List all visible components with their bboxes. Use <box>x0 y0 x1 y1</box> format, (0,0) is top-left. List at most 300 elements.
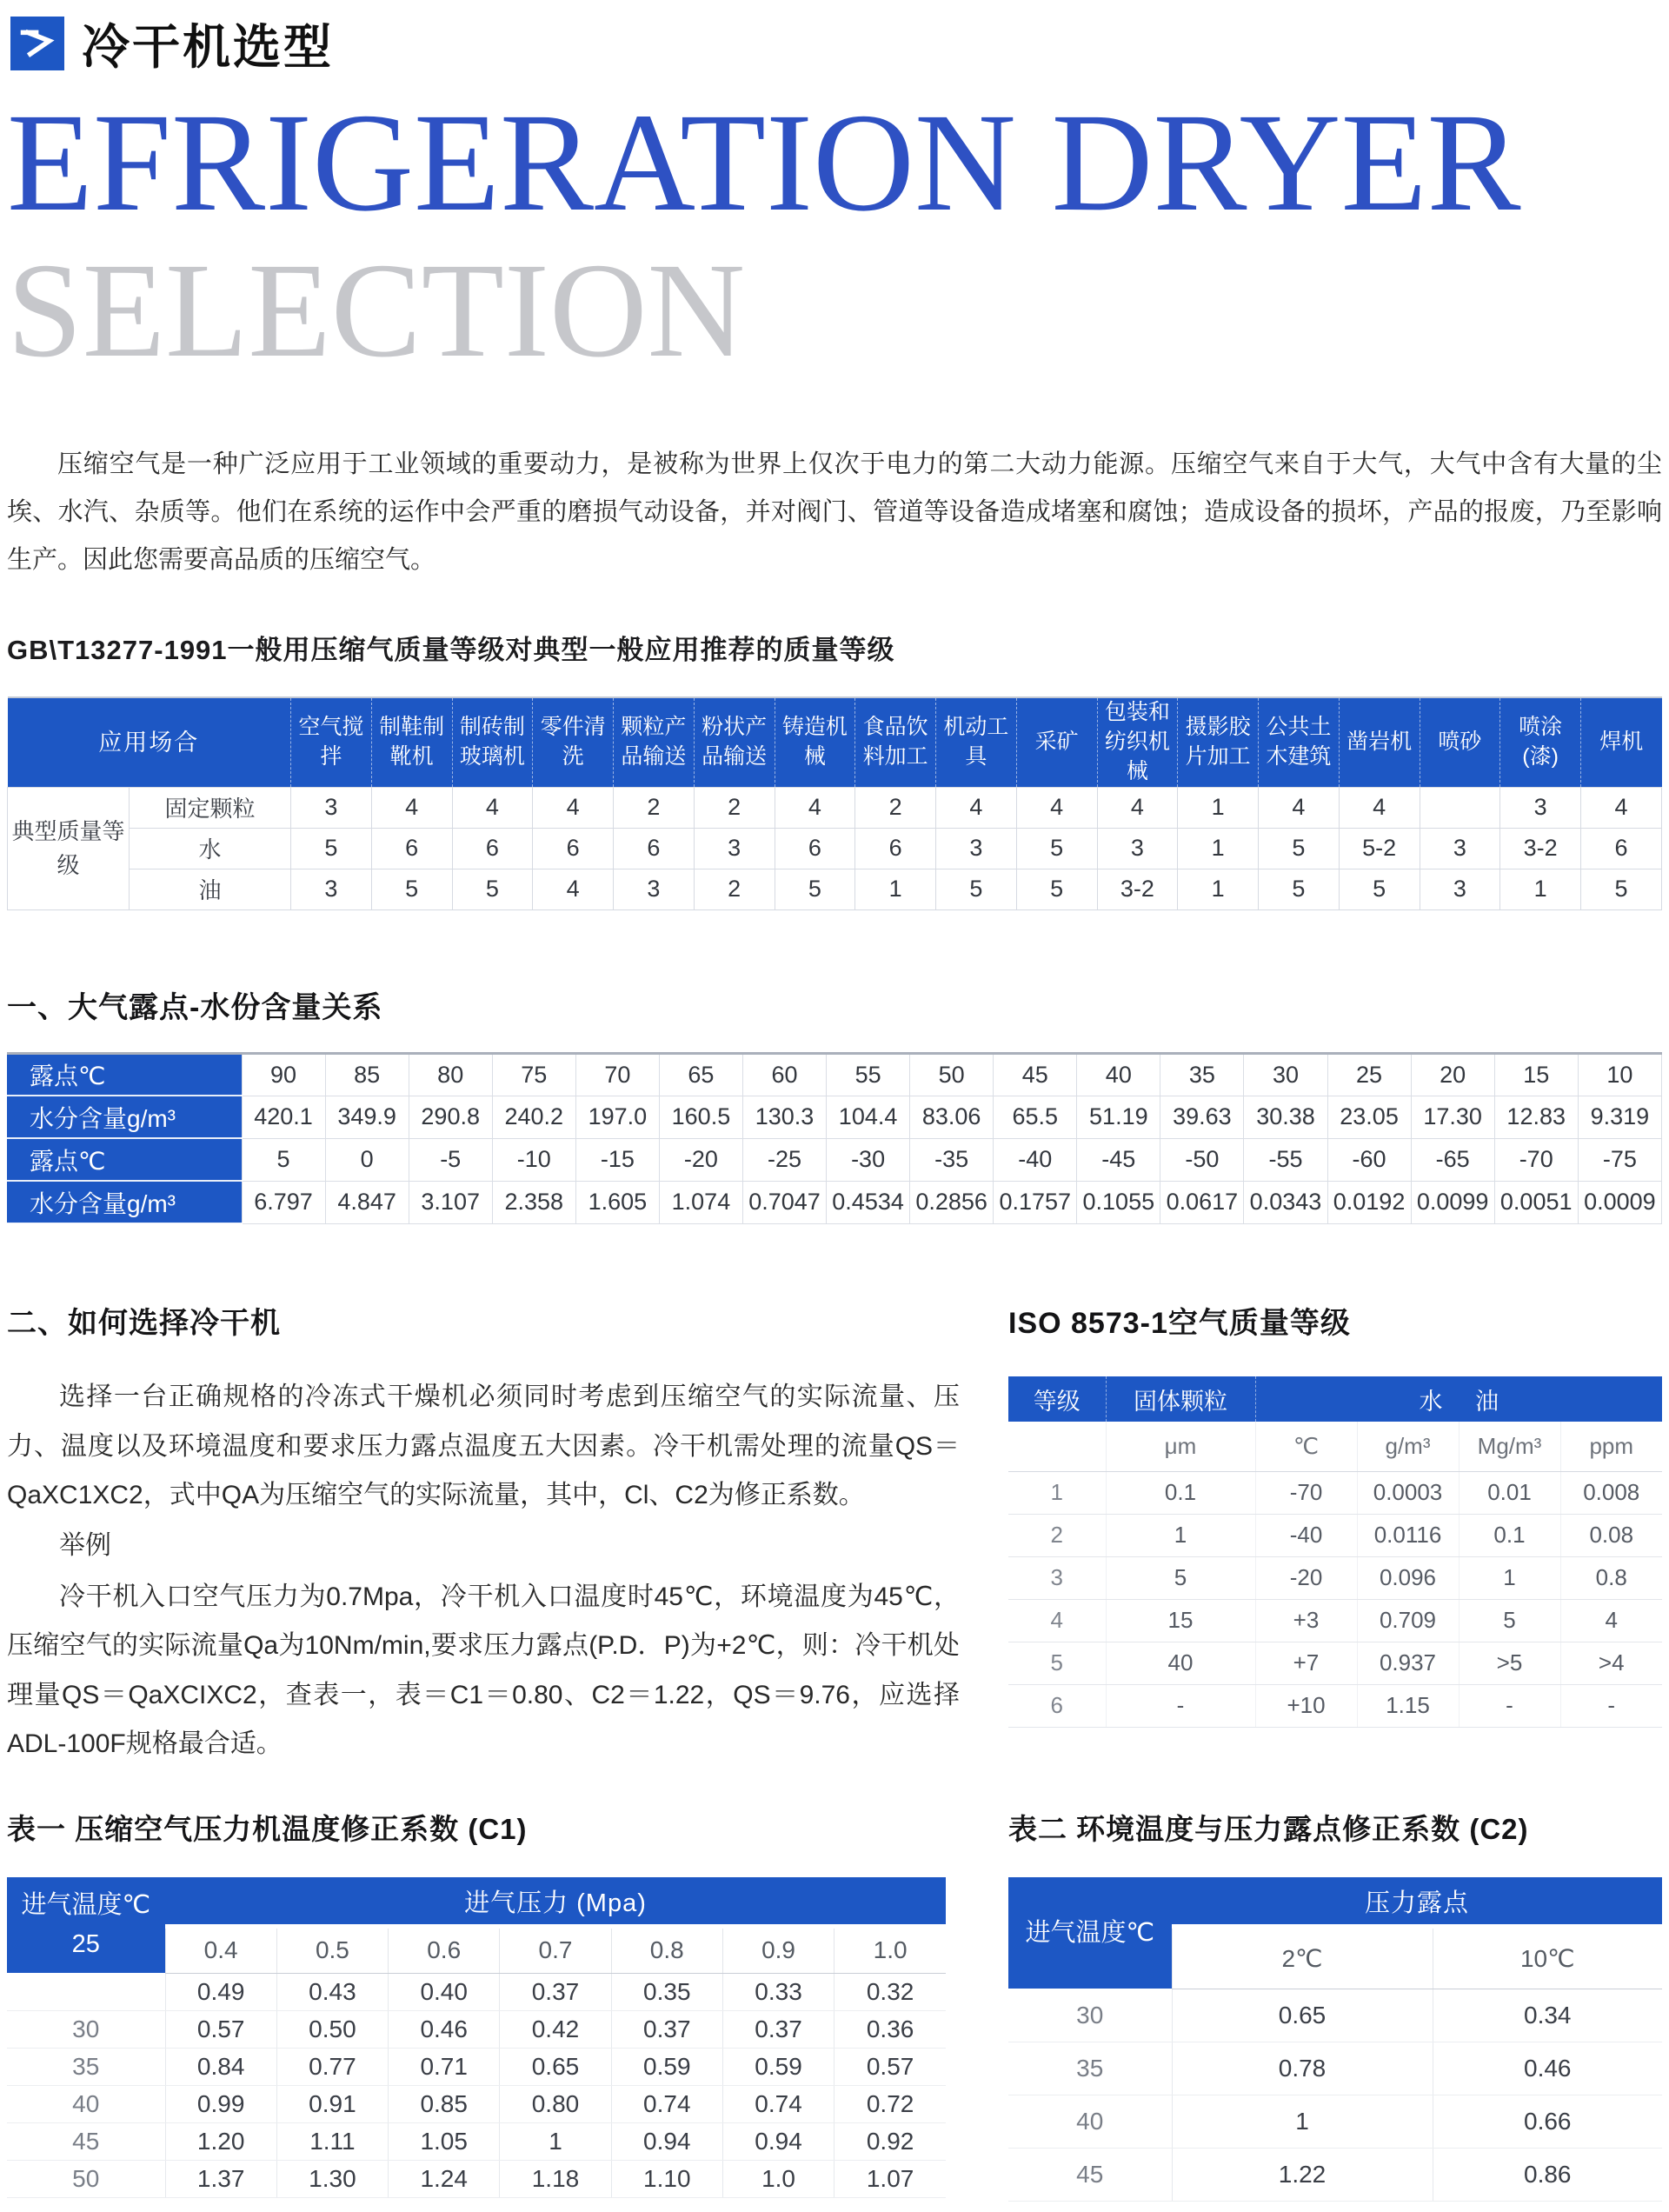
cell: 3 <box>1008 1556 1106 1599</box>
cell: 4 <box>533 869 614 909</box>
arrow-right-icon <box>18 22 57 64</box>
c2-correction-table <box>1008 1877 1662 2202</box>
cell: 50 <box>910 1053 994 1096</box>
cell: 4 <box>1581 787 1662 828</box>
pressure-header: 1.0 <box>834 1926 946 1973</box>
cell: -40 <box>994 1138 1077 1181</box>
pressure-header: 0.7 <box>500 1926 611 1973</box>
cell: 0.0192 <box>1327 1181 1411 1223</box>
cell: 1.0 <box>722 2160 834 2197</box>
table-row <box>1008 1642 1662 1684</box>
cell: 70 <box>575 1053 659 1096</box>
corner-value: 25 <box>71 1930 100 1959</box>
cell: 0.35 <box>611 1973 722 2010</box>
span-header: 压力露点 <box>1172 1877 1662 1926</box>
cell: 55 <box>827 1053 910 1096</box>
row-label: 水分含量g/m³ <box>7 1181 242 1223</box>
gb-table-heading: GB\T13277-1991一般用压缩气质量等级对典型一般应用推荐的质量等级 <box>7 635 895 666</box>
cell: 0.50 <box>276 2010 388 2048</box>
cell: 1.07 <box>834 2160 946 2197</box>
table-c2-heading: 表二 环境温度与压力露点修正系数 (C2) <box>1008 1813 1529 1846</box>
cell: 1 <box>1106 1514 1255 1556</box>
column-header: 喷砂 <box>1420 697 1500 787</box>
cell: 51.19 <box>1077 1096 1160 1138</box>
cell: 4 <box>1259 787 1340 828</box>
row-group-label: 典型质量等级 <box>8 787 130 909</box>
cell: 5 <box>1016 828 1097 869</box>
cell: 4 <box>452 787 533 828</box>
row-label: 固定颗粒 <box>130 787 291 828</box>
cell: 1.05 <box>389 2122 500 2160</box>
row-label: 水分含量g/m³ <box>7 1096 242 1138</box>
cell: - <box>1560 1684 1662 1727</box>
cell: 6 <box>371 828 452 869</box>
table-row <box>1008 1684 1662 1727</box>
cell: 1.605 <box>575 1181 659 1223</box>
cell: 1 <box>1178 787 1259 828</box>
section1-heading: 一、大气露点-水份含量关系 <box>7 990 383 1024</box>
cell: 0.096 <box>1357 1556 1459 1599</box>
iso-quality-table <box>1008 1376 1662 1728</box>
cell: 3 <box>1420 869 1500 909</box>
cell: 420.1 <box>242 1096 325 1138</box>
cell: 3 <box>1097 828 1178 869</box>
cell: 4.847 <box>325 1181 409 1223</box>
title-english-line2: SELECTION <box>7 234 746 385</box>
table-row <box>1008 2095 1662 2148</box>
cell: 0.59 <box>611 2048 722 2085</box>
cell: 1.074 <box>659 1181 742 1223</box>
cell: 6 <box>1008 1684 1106 1727</box>
table-header-row <box>7 1877 946 1926</box>
temp-label: 50 <box>7 2160 165 2197</box>
cell: 0.1757 <box>994 1181 1077 1223</box>
cell: 1.20 <box>165 2122 276 2160</box>
temp-label: 40 <box>7 2085 165 2122</box>
cell: 5 <box>1339 869 1420 909</box>
column-header: 制砖制玻璃机 <box>452 697 533 787</box>
cell: - <box>1106 1684 1255 1727</box>
cell: 0.72 <box>834 2085 946 2122</box>
cell: 0.46 <box>389 2010 500 2048</box>
column-header: 喷涂(漆) <box>1500 697 1581 787</box>
cell: 0.42 <box>500 2010 611 2048</box>
table-header-row <box>1008 1877 1662 1926</box>
unit-cell <box>1008 1422 1106 1471</box>
cell: 15 <box>1106 1599 1255 1642</box>
cell: 5 <box>1008 1642 1106 1684</box>
cell: 0.33 <box>722 1973 834 2010</box>
intro-paragraph: 压缩空气是一种广泛应用于工业领域的重要动力，是被称为世界上仅次于电力的第二大动力能源。压缩空气来自于大气，大气中含有大量的尘埃、水汽、杂质等。他们在系统的运作中会严重的磨损气动设备，并对阀门、管道等设备造成堵塞和腐蚀；造成设备的损坏，产品的报废，乃至影响生产。因此您需要高品质的压缩空气。 <box>7 450 1662 575</box>
cell: 5 <box>1459 1599 1560 1642</box>
cell: 80 <box>409 1053 492 1096</box>
cell: 0.78 <box>1172 2042 1433 2095</box>
cell: 0.40 <box>389 1973 500 2010</box>
cell: -40 <box>1255 1514 1357 1556</box>
c1-correction-table <box>7 1877 946 2198</box>
corner-header: 应用场合 <box>8 697 291 787</box>
cell: 83.06 <box>910 1096 994 1138</box>
cell: 0.91 <box>276 2085 388 2122</box>
cell: 3.107 <box>409 1181 492 1223</box>
cell: -45 <box>1077 1138 1160 1181</box>
table-row <box>8 869 1662 909</box>
cell: -15 <box>575 1138 659 1181</box>
cell: 6 <box>533 828 614 869</box>
cell: 0.0343 <box>1244 1181 1327 1223</box>
cell: 0.0003 <box>1357 1471 1459 1514</box>
cell: 65.5 <box>994 1096 1077 1138</box>
table-row <box>1008 1989 1662 2042</box>
cell: 160.5 <box>659 1096 742 1138</box>
cell: 4 <box>1016 787 1097 828</box>
column-header: 凿岩机 <box>1339 697 1420 787</box>
table-row <box>7 2085 946 2122</box>
corner-header <box>7 1877 165 1973</box>
table-header-row <box>8 697 1662 787</box>
unit-cell: Mg/m³ <box>1459 1422 1560 1471</box>
cell: 0.49 <box>165 1973 276 2010</box>
column-header: 固体颗粒 <box>1106 1376 1255 1422</box>
column-header: 制鞋制靴机 <box>371 697 452 787</box>
cell: 3-2 <box>1097 869 1178 909</box>
section2 <box>7 1299 960 1769</box>
cell: 5 <box>1016 869 1097 909</box>
cell: 0.65 <box>1172 1989 1433 2042</box>
cell: +7 <box>1255 1642 1357 1684</box>
column-header: 机动工具 <box>936 697 1017 787</box>
cell: 197.0 <box>575 1096 659 1138</box>
cell: 3 <box>1420 828 1500 869</box>
column-header: 包装和纺织机械 <box>1097 697 1178 787</box>
section2-paragraph-1: 选择一台正确规格的冷冻式干燥机必须同时考虑到压缩空气的实际流量、压力、温度以及环境温度和要求压力露点温度五大因素。冷干机需处理的流量QS＝QaXC1XC2，式中QA为压缩空气的实际流量，其中，Cl、C2为修正系数。 <box>7 1382 960 1509</box>
cell: -5 <box>409 1138 492 1181</box>
cell: 1 <box>1500 869 1581 909</box>
cell: 3 <box>936 828 1017 869</box>
cell: -75 <box>1578 1138 1661 1181</box>
cell: +10 <box>1255 1684 1357 1727</box>
column-header: 粉状产品输送 <box>694 697 775 787</box>
cell: 85 <box>325 1053 409 1096</box>
table-row <box>7 2048 946 2085</box>
table-c1-heading: 表一 压缩空气压力机温度修正系数 (C1) <box>7 1813 528 1846</box>
pressure-header: 0.9 <box>722 1926 834 1973</box>
cell: 4 <box>1339 787 1420 828</box>
cell: 6 <box>855 828 936 869</box>
corner-label: 进气温度℃ <box>21 1891 151 1920</box>
cell: 1 <box>1008 1471 1106 1514</box>
iso-section <box>1008 1299 1662 1769</box>
iso-table-heading: ISO 8573-1空气质量等级 <box>1008 1307 1351 1341</box>
cell: 5-2 <box>1339 828 1420 869</box>
cell: -35 <box>910 1138 994 1181</box>
cell: 0.32 <box>834 1973 946 2010</box>
temp-label: 30 <box>7 2010 165 2048</box>
column-header: 焊机 <box>1581 697 1662 787</box>
temp-label: 40 <box>1008 2095 1172 2148</box>
cell: 0.77 <box>276 2048 388 2085</box>
cell: -50 <box>1160 1138 1244 1181</box>
dew-point-header: 2℃ <box>1172 1926 1433 1989</box>
cell: 0.34 <box>1433 1989 1662 2042</box>
cell: 0.71 <box>389 2048 500 2085</box>
column-header: 食品饮料加工 <box>855 697 936 787</box>
cell: 0.709 <box>1357 1599 1459 1642</box>
cell: 0.57 <box>834 2048 946 2085</box>
column-header: 空气搅拌 <box>291 697 372 787</box>
column-header: 等级 <box>1008 1376 1106 1422</box>
cell: 0.66 <box>1433 2095 1662 2148</box>
cell: -70 <box>1255 1471 1357 1514</box>
cell: 60 <box>742 1053 826 1096</box>
section2-paragraph-2: 举例 <box>59 1531 111 1561</box>
cell: 0.0009 <box>1578 1181 1661 1223</box>
cell: 45 <box>994 1053 1077 1096</box>
cell: 0.1 <box>1106 1471 1255 1514</box>
column-header: 公共土木建筑 <box>1259 697 1340 787</box>
cell: -70 <box>1494 1138 1578 1181</box>
cell: -60 <box>1327 1138 1411 1181</box>
cell: 1 <box>855 869 936 909</box>
table-row <box>7 1138 1662 1181</box>
cell: 2 <box>855 787 936 828</box>
section2-paragraph-3: 冷干机入口空气压力为0.7Mpa，冷干机入口温度时45℃，环境温度为45℃，压缩空气的实际流量Qa为10Nm/min,要求压力露点(P.D．P)为+2℃，则：冷干机处理量QS＝QaXCIXC2，查表一，表＝C1＝0.80、C2＝1.22，QS＝9.76，应选择ADL-100F规格最合适。 <box>7 1582 960 1758</box>
cell: 0.37 <box>611 2010 722 2048</box>
dew-point-table <box>7 1052 1662 1225</box>
cell: 0.59 <box>722 2048 834 2085</box>
cell: 1.24 <box>389 2160 500 2197</box>
cell: 5 <box>371 869 452 909</box>
cell: 0.1055 <box>1077 1181 1160 1223</box>
unit-cell: g/m³ <box>1357 1422 1459 1471</box>
table-c1-section <box>7 1807 946 2202</box>
cell: >5 <box>1459 1642 1560 1684</box>
cell: - <box>1459 1684 1560 1727</box>
cell: 4 <box>1560 1599 1662 1642</box>
cell: 1 <box>1178 869 1259 909</box>
column-header: 零件清洗 <box>533 697 614 787</box>
cell: 0.0099 <box>1411 1181 1494 1223</box>
row-label: 油 <box>130 869 291 909</box>
cell: 0.65 <box>500 2048 611 2085</box>
cell: 40 <box>1077 1053 1160 1096</box>
page-title: 冷干机选型 <box>82 20 335 74</box>
cell: +3 <box>1255 1599 1357 1642</box>
table-row <box>7 2122 946 2160</box>
cell: 10 <box>1578 1053 1661 1096</box>
cell: 6 <box>452 828 533 869</box>
cell: 1.15 <box>1357 1684 1459 1727</box>
cell: >4 <box>1560 1642 1662 1684</box>
cell: 0.937 <box>1357 1642 1459 1684</box>
title-english-line1: EFRIGERATION DRYER <box>7 85 1521 241</box>
cell: 1 <box>1172 2095 1433 2148</box>
cell: 1.10 <box>611 2160 722 2197</box>
page-header <box>7 0 1662 77</box>
section2-heading: 二、如何选择冷干机 <box>7 1307 281 1341</box>
cell: -25 <box>742 1138 826 1181</box>
cell: 0.94 <box>722 2122 834 2160</box>
row-label: 露点℃ <box>7 1138 242 1181</box>
table-row <box>1008 2148 1662 2201</box>
cell: 0.4534 <box>827 1181 910 1223</box>
cell: 0.0116 <box>1357 1514 1459 1556</box>
cell: 4 <box>1097 787 1178 828</box>
table-row <box>1008 2042 1662 2095</box>
cell: 0.8 <box>1560 1556 1662 1599</box>
cell: 0.74 <box>722 2085 834 2122</box>
cell: -20 <box>659 1138 742 1181</box>
cell: 39.63 <box>1160 1096 1244 1138</box>
cell: 1.22 <box>1172 2148 1433 2201</box>
cell: 5 <box>775 869 855 909</box>
cell: 0.85 <box>389 2085 500 2122</box>
table-row <box>8 787 1662 828</box>
cell: 5 <box>242 1138 325 1181</box>
pressure-header: 0.5 <box>276 1926 388 1973</box>
cell: 17.30 <box>1411 1096 1494 1138</box>
table-row <box>8 828 1662 869</box>
column-header: 铸造机械 <box>775 697 855 787</box>
cell: 0.2856 <box>910 1181 994 1223</box>
cell: 5 <box>291 828 372 869</box>
cell: 3 <box>291 869 372 909</box>
cell: 0.1 <box>1459 1514 1560 1556</box>
pressure-header: 0.8 <box>611 1926 722 1973</box>
cell: 1 <box>500 2122 611 2160</box>
cell: 0.86 <box>1433 2148 1662 2201</box>
cell: 0.08 <box>1560 1514 1662 1556</box>
dew-point-header: 10℃ <box>1433 1926 1662 1989</box>
column-header: 采矿 <box>1016 697 1097 787</box>
table-row <box>7 1096 1662 1138</box>
table-row <box>7 1053 1662 1096</box>
cell: 2.358 <box>492 1181 575 1223</box>
cell: 30 <box>1244 1053 1327 1096</box>
cell: 2 <box>694 869 775 909</box>
cell: 75 <box>492 1053 575 1096</box>
cell: 3 <box>694 828 775 869</box>
cell: 5 <box>1106 1556 1255 1599</box>
cell: -20 <box>1255 1556 1357 1599</box>
cell: -65 <box>1411 1138 1494 1181</box>
cell: 130.3 <box>742 1096 826 1138</box>
cell: 1 <box>1178 828 1259 869</box>
cell: 6 <box>1581 828 1662 869</box>
cell: 0.57 <box>165 2010 276 2048</box>
cell: 5 <box>452 869 533 909</box>
cell: 0.7047 <box>742 1181 826 1223</box>
column-header: 摄影胶片加工 <box>1178 697 1259 787</box>
gb-quality-table <box>7 696 1662 909</box>
temp-label: 30 <box>1008 1989 1172 2042</box>
cell: 0.0617 <box>1160 1181 1244 1223</box>
cell: 40 <box>1106 1642 1255 1684</box>
cell: 3 <box>1500 787 1581 828</box>
cell: 290.8 <box>409 1096 492 1138</box>
cell: 349.9 <box>325 1096 409 1138</box>
table-row <box>1008 1514 1662 1556</box>
cell: 2 <box>614 787 695 828</box>
cell: 4 <box>371 787 452 828</box>
temp-label: 35 <box>7 2048 165 2085</box>
unit-cell: ℃ <box>1255 1422 1357 1471</box>
cell: 15 <box>1494 1053 1578 1096</box>
brand-logo <box>10 17 64 70</box>
units-row <box>1008 1422 1662 1471</box>
cell: 3 <box>614 869 695 909</box>
cell: 5 <box>1259 828 1340 869</box>
cell: 35 <box>1160 1053 1244 1096</box>
cell: 4 <box>533 787 614 828</box>
cell: 65 <box>659 1053 742 1096</box>
cell: 0 <box>325 1138 409 1181</box>
cell: 23.05 <box>1327 1096 1411 1138</box>
cell: 1.30 <box>276 2160 388 2197</box>
table-c2-section <box>1008 1807 1662 2202</box>
cell: 3-2 <box>1500 828 1581 869</box>
cell: 1.11 <box>276 2122 388 2160</box>
table-row <box>7 1973 946 2010</box>
cell: 4 <box>936 787 1017 828</box>
table-row <box>7 1181 1662 1223</box>
column-header: 水 油 <box>1255 1376 1662 1422</box>
column-header: 颗粒产品输送 <box>614 697 695 787</box>
cell: 1.37 <box>165 2160 276 2197</box>
cell: 20 <box>1411 1053 1494 1096</box>
cell: 104.4 <box>827 1096 910 1138</box>
cell: 0.46 <box>1433 2042 1662 2095</box>
cell: -30 <box>827 1138 910 1181</box>
pressure-header: 0.6 <box>389 1926 500 1973</box>
cell: 5 <box>936 869 1017 909</box>
cell <box>1420 787 1500 828</box>
cell: 90 <box>242 1053 325 1096</box>
cell: 5 <box>1581 869 1662 909</box>
cell: 6.797 <box>242 1181 325 1223</box>
table-row <box>7 2160 946 2197</box>
cell: 4 <box>775 787 855 828</box>
row-label: 露点℃ <box>7 1053 242 1096</box>
cell: 25 <box>1327 1053 1411 1096</box>
unit-cell: μm <box>1106 1422 1255 1471</box>
cell: 30.38 <box>1244 1096 1327 1138</box>
cell: 12.83 <box>1494 1096 1578 1138</box>
temp-label: 35 <box>1008 2042 1172 2095</box>
cell: 1.18 <box>500 2160 611 2197</box>
cell: 0.80 <box>500 2085 611 2122</box>
unit-cell: ppm <box>1560 1422 1662 1471</box>
cell: 0.43 <box>276 1973 388 2010</box>
cell: 0.92 <box>834 2122 946 2160</box>
corner-header: 进气温度℃ <box>1008 1877 1172 1989</box>
cell: 0.94 <box>611 2122 722 2160</box>
cell: 2 <box>694 787 775 828</box>
cell: 6 <box>614 828 695 869</box>
cell: 3 <box>291 787 372 828</box>
cell: 5 <box>1259 869 1340 909</box>
cell: 0.99 <box>165 2085 276 2122</box>
cell: -10 <box>492 1138 575 1181</box>
table-header-row <box>1008 1376 1662 1422</box>
table-row <box>7 2010 946 2048</box>
cell: 0.008 <box>1560 1471 1662 1514</box>
cell: 0.01 <box>1459 1471 1560 1514</box>
cell: 2 <box>1008 1514 1106 1556</box>
cell: 9.319 <box>1578 1096 1661 1138</box>
temp-label: 45 <box>1008 2148 1172 2201</box>
cell: 0.37 <box>500 1973 611 2010</box>
